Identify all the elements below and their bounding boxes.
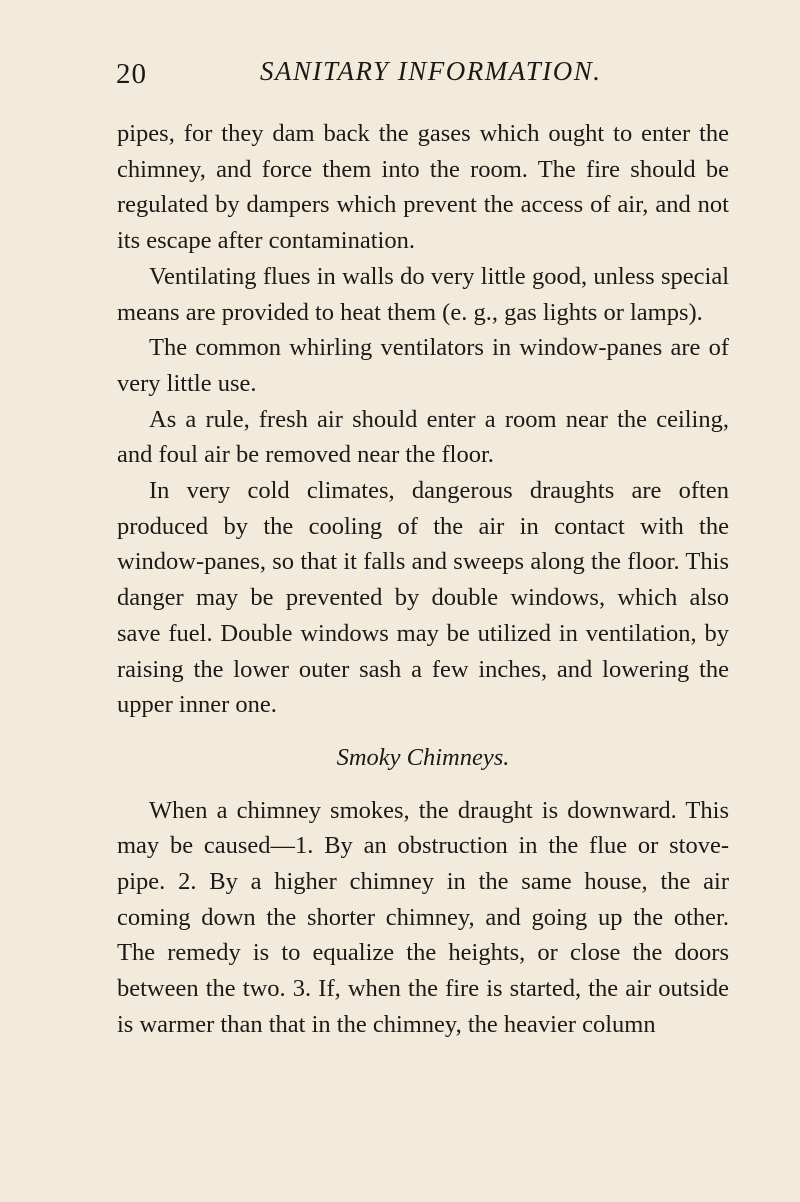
running-head <box>116 52 756 92</box>
paragraph-whirling-ventilators: The common whirling ventilators in window-panes are of very little use. <box>117 334 729 397</box>
section-heading: Smoky Chimneys. <box>336 743 510 771</box>
paragraph-smoky-chimneys: When a chimney smokes, the draught is downward. This may be caused—1. By an obstruction in the flue or stove-pipe. 2. By a higher chimney in the same house, the air coming down the shorter chimney, and going up the other. The remedy is to equalize the heights, or close the doors between the two. 3. If, when the fire is started, the air outside is warmer than that in the chimney, the heavier column <box>117 796 729 1038</box>
paragraph-continuation: pipes, for they dam back the gases which ought to enter the chimney, and force them into the room. The fire should be regulated by dampers which prevent the access of air, and not its escape after contamination. <box>117 120 729 255</box>
paragraph-cold-climates: In very cold climates, dangerous draughts are often produced by the cooling of the air in contact with the window-panes, so that it falls and sweeps along the floor. This danger may be prevented by double windows, which also save fuel. Double windows may be utilized in ventilation, by raising the lower outer sash a few inches, and lowering the upper inner one. <box>117 477 729 719</box>
paragraph-ventilating-flues: Ventilating flues in walls do very little good, unless special means are provided to heat them (e. g., gas lights or lamps). <box>117 262 729 326</box>
body-text <box>117 116 729 1043</box>
page-number: 20 <box>116 58 147 90</box>
running-head-title: SANITARY INFORMATION. <box>260 56 602 86</box>
paragraph-fresh-air-rule: As a rule, fresh air should enter a room near the ceiling, and foul air be removed near the floor. <box>117 405 729 469</box>
